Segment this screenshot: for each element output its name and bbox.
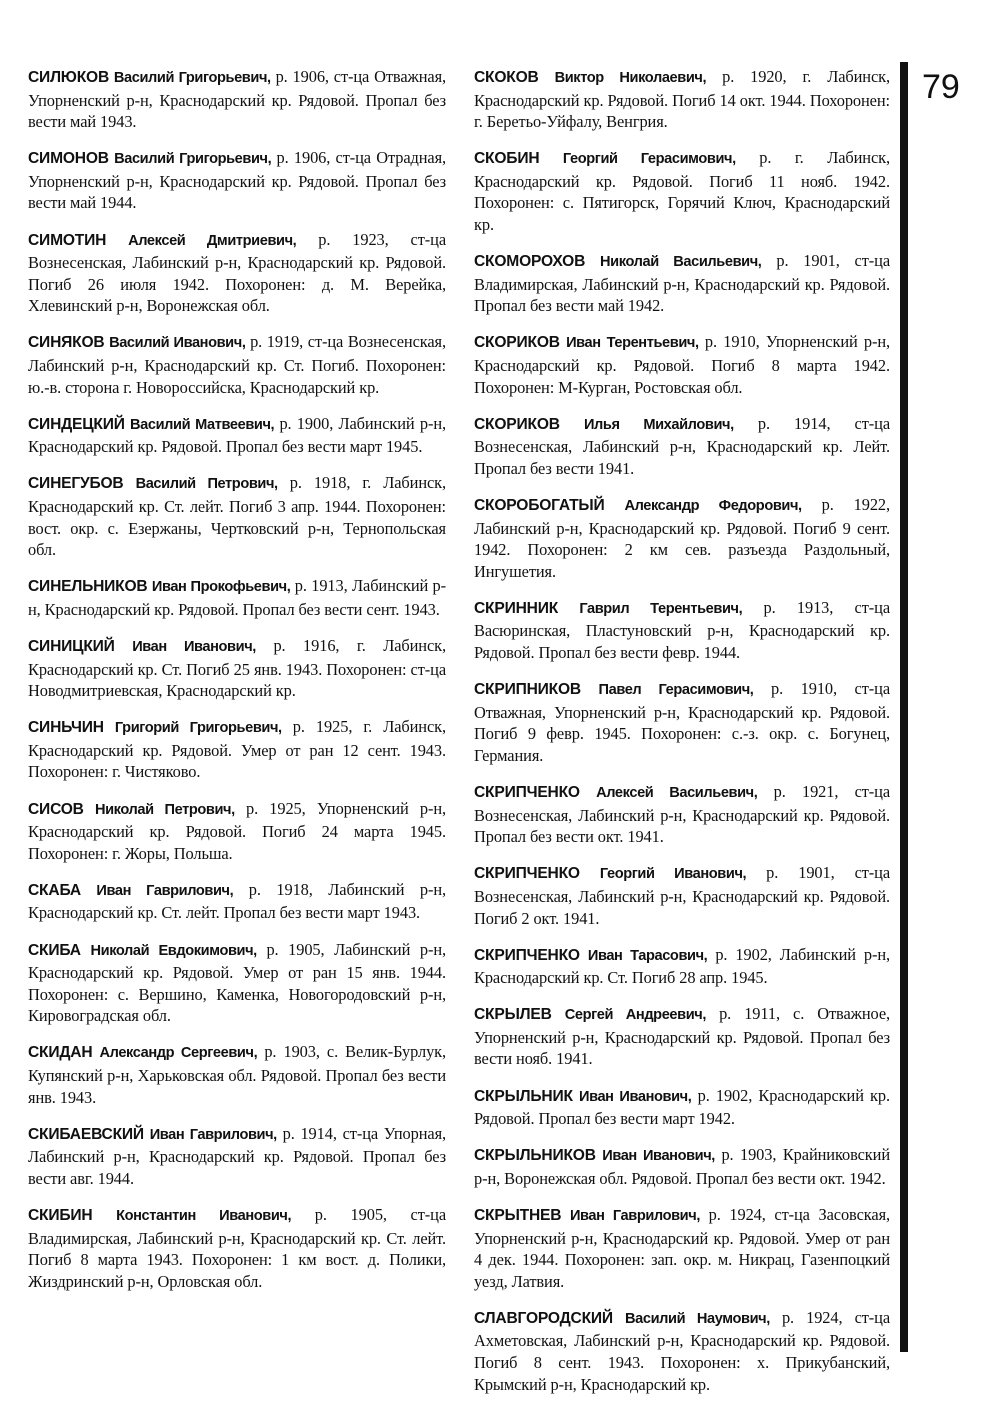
entry-surname: СИНЕЛЬНИКОВ — [28, 578, 148, 596]
entry-given-names: Иван Иванович, — [578, 1088, 692, 1105]
entry-details: р. 1923, ст-ца Вознесенская, Лабинский р-н, Краснодарский кр. Рядовой. Погиб 26 июля 1942. Похоронен: д. М. Верейка, Хлевинский р-н, Воронежская обл. — [28, 229, 446, 316]
entry-given-names: Николай Васильевич, — [600, 254, 762, 271]
entry-details: р. 1910, ст-ца Отважная, Упорненский р-н, Краснодарский кр. Рядовой. Погиб 9 февр. 1945. Похоронен: с.-з. окр. с. Богунец, Германия. — [474, 679, 890, 765]
entry-surname: СКИБА — [28, 941, 81, 959]
entry-details: р. 1905, Лабинский р-н, Краснодарский кр. Рядовой. Умер от ран 15 янв. 1944. Похоронен: с. Вершино, Каменка, Новогородовский р-н, Кировоградская обл. — [28, 939, 447, 1026]
entry-surname: СКРЫЛЬНИКОВ — [474, 1147, 596, 1165]
entry-given-names: Сергей Андреевич, — [564, 1007, 706, 1024]
entry-given-names: Иван Тарасович, — [587, 947, 708, 964]
entry-surname: СИНЯКОВ — [28, 334, 105, 352]
entry-given-names: Иван Гаврилович, — [96, 882, 234, 899]
entry-given-names: Виктор Николаевич, — [554, 70, 707, 86]
entry-details: р. 1925, г. Лабинск, Краснодарский кр. Рядовой. Умер от ран 12 сент. 1943. Похоронен: г. Чистяково. — [28, 717, 447, 782]
entry-details: р. 1916, г. Лабинск, Краснодарский кр. Ст. Погиб 25 янв. 1943. Похоронен: ст-ца Новодмитриевская, Краснодарский кр. — [28, 635, 447, 701]
entry-given-names: Георгий Герасимович, — [562, 151, 736, 168]
register-entry — [474, 1307, 890, 1395]
entry-surname: СКОКОВ — [474, 69, 539, 86]
entry-surname: СИМОТИН — [28, 231, 107, 249]
entry-given-names: Иван Иванович, — [132, 638, 256, 655]
entry-given-names: Павел Герасимович, — [598, 682, 754, 699]
register-entry — [474, 250, 890, 317]
entry-surname: СКИБАЕВСКИЙ — [28, 1125, 144, 1143]
entry-details: р. 1924, ст-ца Ахметовская, Лабинский р-н, Краснодарский кр. Рядовой. Погиб 8 сент. 1943. Похоронен: х. Прикубанский, Крымский р-н, Краснодарский кр. — [474, 1307, 891, 1394]
entry-details: р. 1901, ст-ца Владимирская, Лабинский р-н, Краснодарский кр. Рядовой. Пропал без вести май 1942. — [474, 251, 890, 316]
entry-details: р. 1906, ст-ца Отважная, Упорненский р-н, Краснодарский кр. Рядовой. Пропал без вести май 1943. — [28, 67, 447, 132]
entry-surname: СИСОВ — [28, 800, 84, 818]
entry-details: р. 1905, ст-ца Владимирская, Лабинский р-н, Краснодарский кр. Ст. лейт. Погиб 8 марта 1943. Похоронен: 1 км вост. д. Полики, Жиздринский р-н, Орловская обл. — [28, 1204, 446, 1291]
register-entry — [474, 1003, 890, 1070]
entry-surname: СИНДЕЦКИЙ — [28, 415, 125, 433]
register-entry — [474, 597, 890, 664]
entry-details: р. 1911, с. Отважное, Упорненский р-н, Краснодарский кр. Рядовой. Пропал без вести нояб. 1941. — [474, 1004, 891, 1069]
register-entry — [474, 1085, 890, 1130]
entry-surname: СКРИННИК — [474, 599, 559, 617]
entry-surname: СИНИЦКИЙ — [28, 637, 115, 655]
register-entry — [28, 716, 446, 783]
entry-surname: СИНЬЧИН — [28, 719, 104, 737]
entry-given-names: Иван Терентьевич, — [566, 335, 699, 352]
entry-details: р. 1906, ст-ца Отрадная, Упорненский р-н, Краснодарский кр. Рядовой. Пропал без вести май 1944. — [28, 148, 447, 213]
entry-given-names: Илья Михайлович, — [583, 416, 734, 433]
register-entry — [474, 494, 890, 582]
entry-given-names: Николай Петрович, — [94, 801, 235, 818]
page-margin-rule — [900, 62, 908, 1352]
entry-details: р. 1918, Лабинский р-н, Краснодарский кр. Ст. лейт. Пропал без вести март 1943. — [28, 879, 447, 923]
entry-surname: СКОРОБОГАТЫЙ — [474, 497, 605, 514]
entry-surname: СКОМОРОХОВ — [474, 253, 586, 271]
register-entry — [474, 862, 890, 929]
entry-details: р. 1921, ст-ца Вознесенская, Лабинский р-н, Краснодарский кр. Рядовой. Пропал без вести окт. 1941. — [474, 782, 891, 847]
entry-details: р. 1910, Упорненский р-н, Краснодарский кр. Рядовой. Погиб 8 марта 1942. Похоронен: М-Курган, Ростовская обл. — [474, 332, 891, 397]
entry-given-names: Иван Прокофьевич, — [151, 579, 291, 596]
entry-surname: СИЛЮКОВ — [28, 69, 110, 86]
register-entry — [28, 413, 446, 458]
register-entry — [28, 575, 446, 620]
entry-details: р. 1920, г. Лабинск, Краснодарский кр. Рядовой. Погиб 14 окт. 1944. Похоронен: г. Беретьо-Уйфалу, Венгрия. — [474, 67, 890, 132]
entry-details: р. 1900, Лабинский р-н, Краснодарский кр. Рядовой. Пропал без вести март 1945. — [28, 413, 446, 457]
register-entry — [474, 147, 890, 235]
entry-given-names: Иван Гаврилович, — [149, 1126, 277, 1143]
entry-surname: СКРЫЛЕВ — [474, 1006, 552, 1024]
entry-details: р. 1903, Крайниковский р-н, Воронежская обл. Рядовой. Пропал без вести окт. 1942. — [474, 1145, 891, 1188]
entry-given-names: Василий Петрович, — [135, 476, 278, 493]
entry-given-names: Гаврил Терентьевич, — [579, 600, 743, 617]
entry-given-names: Иван Гаврилович, — [569, 1207, 700, 1224]
entry-details: р. 1903, с. Велик-Бурлук, Купянский р-н, Харьковская обл. Рядовой. Пропал без вести янв. 1943. — [28, 1042, 447, 1107]
entry-given-names: Алексей Васильевич, — [596, 785, 758, 802]
entry-details: р. 1919, ст-ца Вознесенская, Лабинский р-н, Краснодарский кр. Ст. Погиб. Похоронен: ю.-в. сторона г. Новороссийска, Краснодарский кр. — [28, 332, 446, 397]
entry-surname: СКРИПНИКОВ — [474, 681, 581, 699]
register-entry — [474, 678, 890, 766]
register-entry — [28, 939, 446, 1027]
entry-details: р. 1924, ст-ца Засовская, Упорненский р-н, Краснодарский кр. Рядовой. Умер от ран 4 дек. 1944. Похоронен: зап. окр. м. Никрац, Газенпоцкий уезд, Латвия. — [474, 1204, 891, 1291]
register-entry — [28, 66, 446, 133]
entry-surname: СКАБА — [28, 881, 81, 899]
register-entry — [28, 331, 446, 398]
entry-details: р. 1925, Упорненский р-н, Краснодарский кр. Рядовой. Погиб 24 марта 1945. Похоронен: г. Жоры, Польша. — [28, 798, 446, 863]
entry-surname: СКРЫТНЕВ — [474, 1206, 562, 1224]
entry-given-names: Николай Евдокимович, — [90, 942, 257, 959]
register-entry — [28, 147, 446, 214]
register-entry — [474, 781, 890, 848]
register-entry — [474, 66, 890, 133]
entry-surname: СКРИПЧЕНКО — [474, 784, 580, 802]
entry-details: р. 1901, ст-ца Вознесенская, Лабинский р-н, Краснодарский кр. Рядовой. Погиб 2 окт. 1941. — [474, 863, 891, 928]
entry-details: р. 1913, ст-ца Васюринская, Пластуновский р-н, Краснодарский кр. Рядовой. Пропал без вести февр. 1944. — [474, 597, 890, 663]
entry-given-names: Александр Сергеевич, — [99, 1045, 258, 1062]
entry-surname: СКИБИН — [28, 1206, 93, 1224]
register-entry — [28, 1123, 446, 1190]
entry-given-names: Василий Матвеевич, — [130, 416, 275, 433]
entry-given-names: Алексей Дмитриевич, — [128, 232, 297, 249]
entry-surname: СКИДАН — [28, 1044, 93, 1062]
register-entry — [28, 229, 446, 317]
entry-given-names: Василий Григорьевич, — [113, 70, 271, 86]
entry-surname: СКОБИН — [474, 150, 540, 168]
register-entry — [474, 413, 890, 480]
entry-surname: СЛАВГОРОДСКИЙ — [474, 1309, 613, 1327]
entry-given-names: Александр Федорович, — [624, 498, 802, 514]
register-entry — [28, 879, 446, 924]
entry-surname: СИМОНОВ — [28, 150, 109, 168]
register-entry — [474, 944, 890, 989]
right-column — [474, 66, 890, 1410]
entry-surname: СКРИПЧЕНКО — [474, 865, 580, 883]
entry-details: р. 1918, г. Лабинск, Краснодарский кр. Ст. лейт. Погиб 3 апр. 1944. Похоронен: вост. окр. с. Езержаны, Чертковский р-н, Тернопольская обл. — [28, 473, 447, 560]
entry-details: р. 1902, Краснодарский кр. Рядовой. Пропал без вести март 1942. — [474, 1085, 891, 1129]
entry-given-names: Василий Наумович, — [625, 1310, 770, 1327]
left-column — [28, 66, 446, 1307]
entry-given-names: Константин Иванович, — [116, 1207, 292, 1224]
register-entry — [474, 331, 890, 398]
register-entry — [28, 472, 446, 560]
entry-details: р. 1914, ст-ца Упорная, Лабинский р-н, Краснодарский кр. Рядовой. Пропал без вести авг. 1944. — [28, 1123, 447, 1188]
entry-given-names: Василий Иванович, — [109, 335, 246, 352]
register-entry — [28, 635, 446, 702]
entry-details: р. 1913, Лабинский р-н, Краснодарский кр. Рядовой. Пропал без вести сент. 1943. — [28, 576, 446, 619]
entry-details: р. г. Лабинск, Краснодарский кр. Рядовой. Погиб 11 нояб. 1942. Похоронен: с. Пятигорск, Горячий Ключ, Краснодарский кр. — [474, 148, 891, 235]
entry-given-names: Григорий Григорьевич, — [114, 720, 282, 737]
entry-surname: СКОРИКОВ — [474, 415, 560, 433]
entry-given-names: Георгий Иванович, — [599, 866, 747, 883]
entry-surname: СКОРИКОВ — [474, 334, 560, 352]
register-entry — [474, 1144, 890, 1189]
entry-surname: СИНЕГУБОВ — [28, 475, 124, 493]
entry-details: р. 1902, Лабинский р-н, Краснодарский кр. Ст. Погиб 28 апр. 1945. — [474, 944, 891, 988]
entry-given-names: Иван Иванович, — [602, 1148, 715, 1165]
register-entry — [28, 1041, 446, 1108]
entry-surname: СКРИПЧЕНКО — [474, 946, 580, 964]
register-entry — [474, 1204, 890, 1292]
entry-given-names: Василий Григорьевич, — [114, 151, 272, 168]
register-entry — [28, 1204, 446, 1292]
page-number: 79 — [922, 68, 960, 106]
entry-details: р. 1922, Лабинский р-н, Краснодарский кр. Рядовой. Погиб 9 сент. 1942. Похоронен: 2 км сев. разъезда Раздольный, Ингушетия. — [474, 495, 891, 581]
entry-details: р. 1914, ст-ца Вознесенская, Лабинский р-н, Краснодарский кр. Лейт. Пропал без вести 1941. — [474, 413, 890, 478]
register-entry — [28, 798, 446, 865]
entry-surname: СКРЫЛЬНИК — [474, 1087, 573, 1105]
